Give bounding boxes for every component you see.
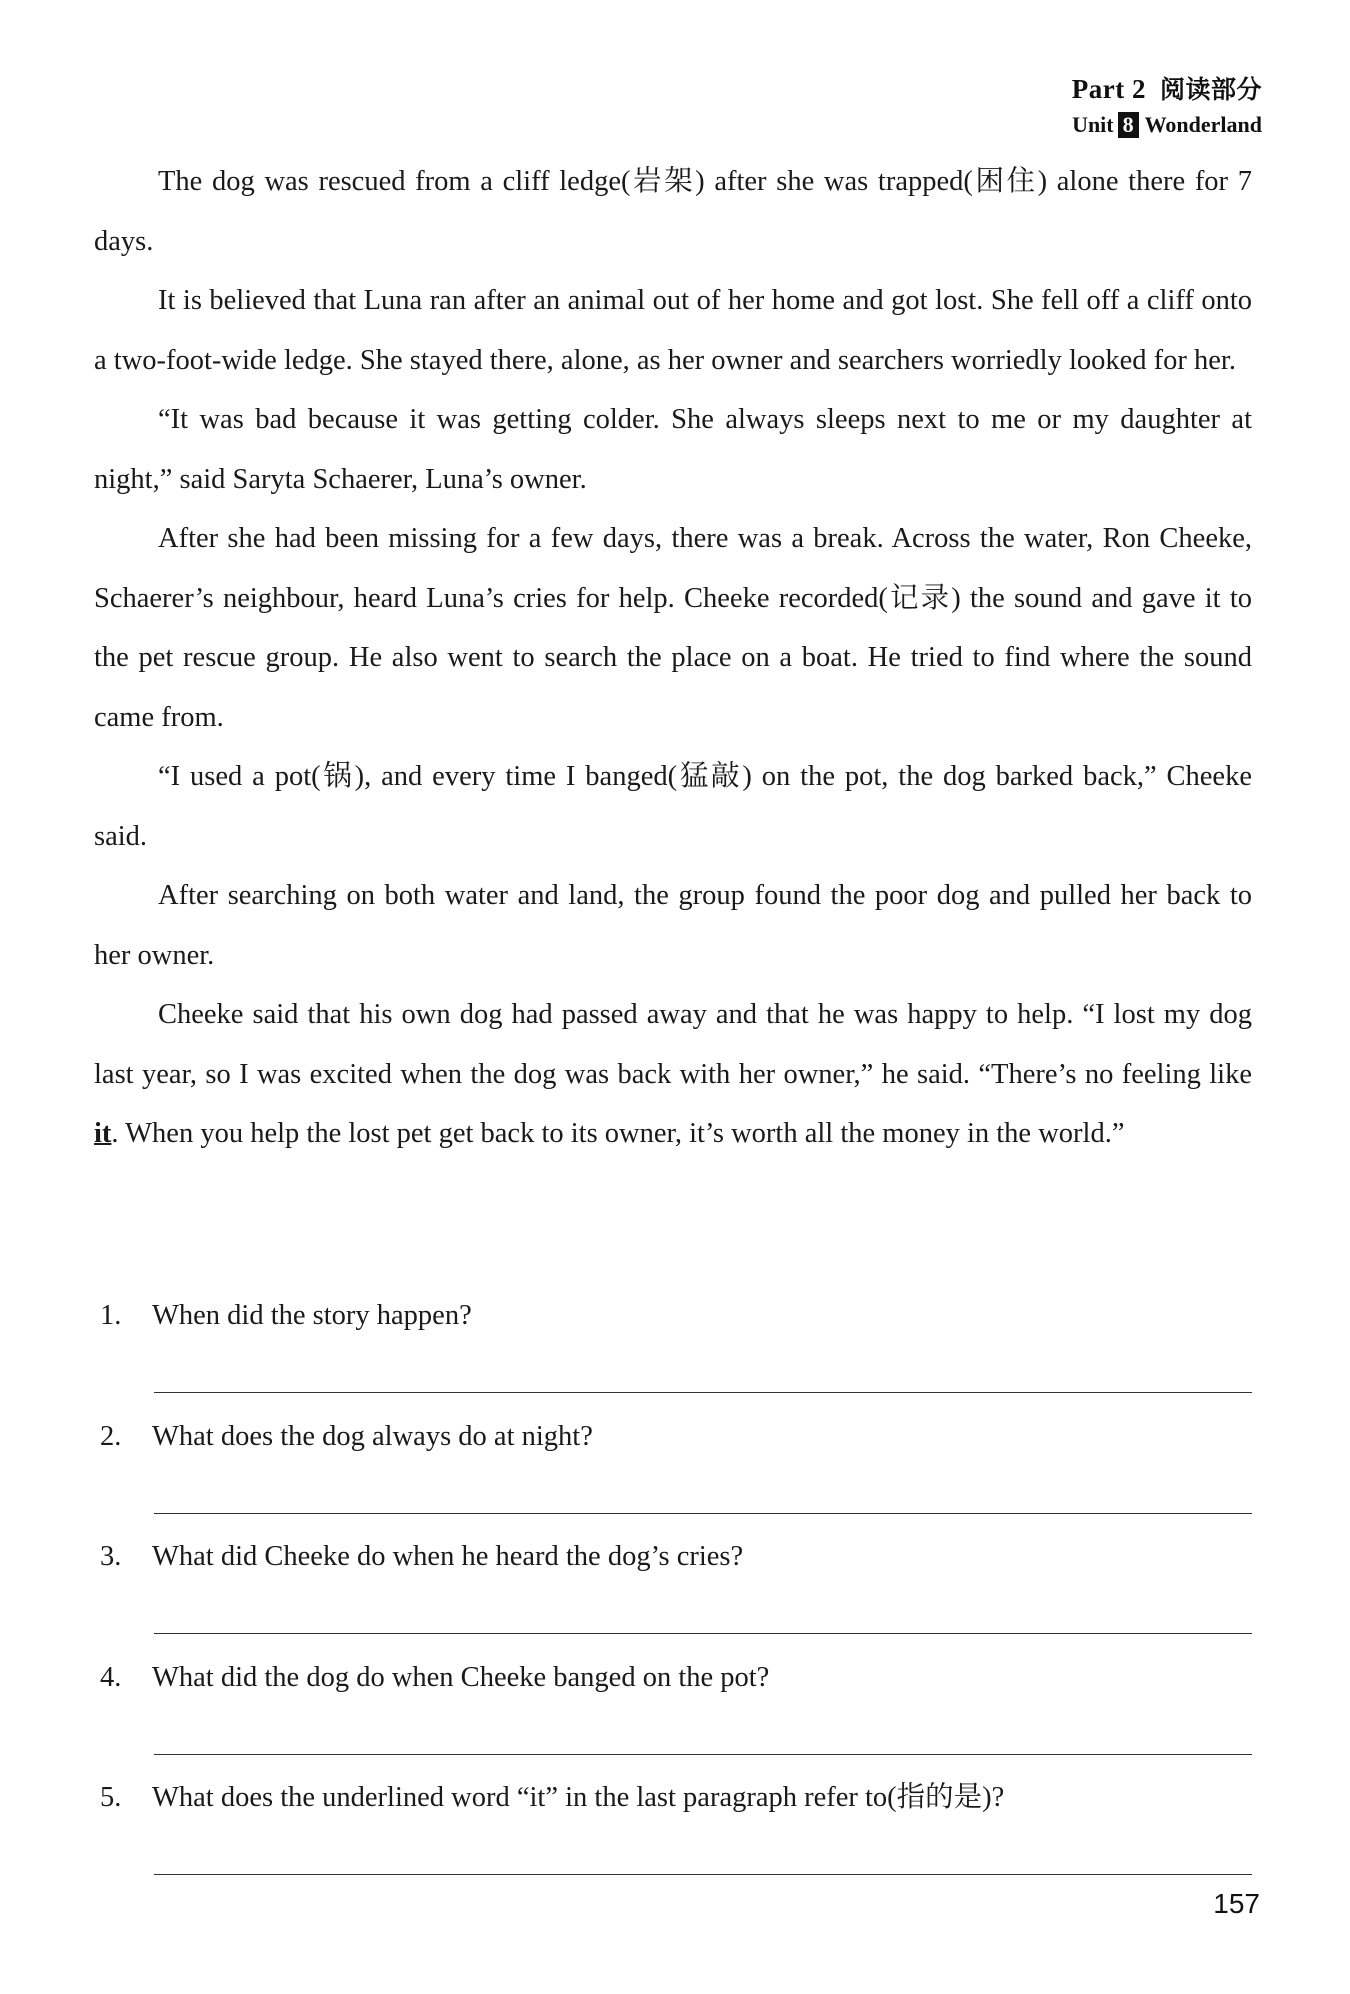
answer-line[interactable] bbox=[154, 1633, 1252, 1634]
unit-title: Wonderland bbox=[1144, 112, 1262, 137]
question-list bbox=[100, 1296, 1252, 1899]
page-header bbox=[1072, 70, 1262, 138]
answer-line[interactable] bbox=[154, 1874, 1252, 1875]
part-label: Part 2 bbox=[1071, 74, 1146, 104]
reading-passage bbox=[94, 152, 1252, 1164]
part-heading bbox=[1072, 70, 1262, 106]
question-item bbox=[100, 1296, 1252, 1417]
question-number: 1. bbox=[100, 1300, 122, 1331]
question-number: 4. bbox=[100, 1661, 122, 1693]
question-text: When did the story happen? bbox=[152, 1300, 472, 1331]
paragraph-5: “I used a pot(锅), and every time I banged(猛敲) on the pot, the dog barked back,” Cheeke said. bbox=[94, 761, 1252, 852]
paragraph-1: The dog was rescued from a cliff ledge(岩架) after she was trapped(困住) alone there for 7 days. bbox=[94, 166, 1252, 257]
underlined-word-it: it bbox=[94, 1118, 112, 1149]
question-item bbox=[100, 1417, 1252, 1538]
question-number: 5. bbox=[100, 1782, 122, 1813]
question-text: What does the underlined word “it” in the last paragraph refer to(指的是)? bbox=[152, 1782, 1005, 1813]
paragraph-4: After she had been missing for a few days, there was a break. Across the water, Ron Cheeke, Schaerer’s neighbour, heard Luna’s cries for help. Cheeke recorded(记录) the sound and gave it to the pet rescue group. He also went to search the place on a boat. He tried to find where the sound came from. bbox=[94, 523, 1252, 733]
answer-line[interactable] bbox=[154, 1392, 1252, 1393]
paragraph-2: It is believed that Luna ran after an animal out of her home and got lost. She fell off a cliff onto a two-foot-wide ledge. She stayed there, alone, as her owner and searchers worriedly looked for her. bbox=[94, 285, 1252, 376]
question-item bbox=[100, 1537, 1252, 1658]
paragraph-7-part-2: . When you help the lost pet get back to its owner, it’s worth all the money in the world.” bbox=[111, 1118, 1125, 1149]
question-number: 3. bbox=[100, 1541, 122, 1572]
paragraph-3: “It was bad because it was getting colder. She always sleeps next to me or my daughter at night,” said Saryta Schaerer, Luna’s owner. bbox=[94, 404, 1252, 495]
question-text: What did Cheeke do when he heard the dog’s cries? bbox=[152, 1541, 744, 1572]
answer-line[interactable] bbox=[154, 1754, 1252, 1755]
question-number: 2. bbox=[100, 1420, 122, 1452]
part-label-cn: 阅读部分 bbox=[1159, 75, 1262, 104]
question-item bbox=[100, 1658, 1252, 1779]
answer-line[interactable] bbox=[154, 1513, 1252, 1514]
paragraph-6: After searching on both water and land, the group found the poor dog and pulled her back to her owner. bbox=[94, 880, 1252, 971]
question-text: What does the dog always do at night? bbox=[152, 1420, 593, 1452]
question-text: What did the dog do when Cheeke banged on the pot? bbox=[152, 1661, 770, 1693]
unit-heading bbox=[1072, 112, 1262, 138]
unit-label: Unit bbox=[1072, 112, 1114, 137]
unit-number-badge: 8 bbox=[1118, 112, 1139, 138]
paragraph-7 bbox=[94, 985, 1252, 1164]
question-item bbox=[100, 1778, 1252, 1899]
page-number: 157 bbox=[1213, 1888, 1260, 1919]
paragraph-7-part-1: Cheeke said that his own dog had passed away and that he was happy to help. “I lost my dog last year, so I was excited when the dog was back with her owner,” he said. “There’s no feeling like bbox=[94, 999, 1252, 1090]
